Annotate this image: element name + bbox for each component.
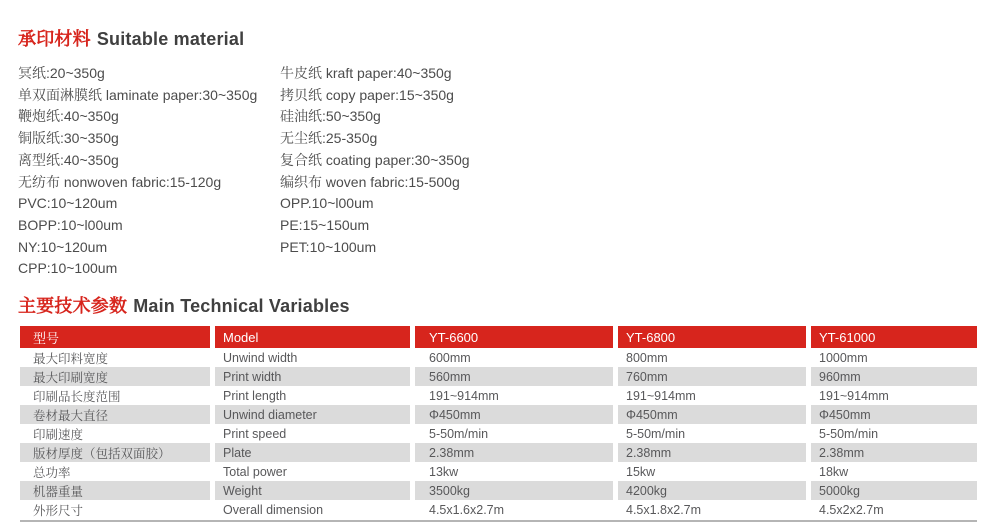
material-list: [18, 63, 1000, 280]
table-cell: Φ450mm: [415, 405, 613, 424]
table-row: [20, 443, 977, 462]
table-cell: 印刷速度: [33, 427, 84, 442]
table-cell: Unwind width: [223, 350, 298, 365]
material-item: BOPP:10~l00um: [18, 216, 123, 233]
spec-table-body: [20, 348, 977, 519]
table-cell: Overall dimension: [223, 502, 324, 517]
technical-variables-title: [18, 294, 1000, 318]
table-cell: 5-50m/min: [819, 426, 879, 441]
suitable-material-title-zh: 承印材料: [18, 29, 91, 49]
table-cell: Print length: [223, 388, 287, 403]
table-row: [20, 348, 977, 367]
table-cell: 5-50m/min: [626, 426, 686, 441]
technical-variables-title-zh: 主要技术参数: [18, 296, 128, 317]
table-cell: 5000kg: [811, 481, 977, 500]
table-cell: 最大印料宽度: [33, 351, 109, 366]
table-cell: 191~914mm: [819, 388, 889, 403]
table-cell: Φ450mm: [618, 405, 806, 424]
material-item: 单双面淋膜纸 laminate paper:30~350g: [18, 86, 258, 103]
table-cell: Weight: [215, 481, 410, 500]
header-cell: YT-6800: [618, 326, 806, 348]
suitable-material-title: [18, 27, 1000, 51]
table-cell: 2.38mm: [415, 443, 613, 462]
suitable-material-title-en: Suitable material: [96, 29, 245, 49]
table-cell: 3500kg: [415, 481, 613, 500]
table-cell: 最大印刷宽度: [20, 367, 210, 386]
table-cell: 960mm: [811, 367, 977, 386]
table-cell: 总功率: [33, 465, 71, 480]
material-item: 无纺布 nonwoven fabric:15-120g: [18, 173, 222, 190]
spec-table: [20, 326, 977, 522]
material-item: 复合纸 coating paper:30~350g: [280, 151, 470, 168]
material-item: 牛皮纸 kraft paper:40~350g: [280, 65, 452, 81]
material-item: 硅油纸:50~350g: [280, 108, 381, 125]
table-cell: 191~914mm: [626, 388, 696, 403]
table-row: [20, 424, 977, 443]
table-cell: 4.5x1.6x2.7m: [429, 502, 505, 517]
material-item: PET:10~100um: [280, 238, 377, 255]
header-cell: 型号: [20, 326, 210, 348]
material-item: 拷贝纸 copy paper:15~350g: [280, 86, 454, 103]
table-cell: 191~914mm: [429, 388, 499, 403]
table-row: [20, 405, 977, 424]
table-row: [20, 462, 977, 481]
table-cell: Print width: [215, 367, 410, 386]
material-item: CPP:10~100um: [18, 260, 118, 277]
table-cell: Unwind diameter: [215, 405, 410, 424]
table-bottom-rule: [20, 520, 977, 522]
table-row: [20, 500, 977, 519]
table-cell: 15kw: [626, 464, 656, 479]
material-item: 鞭炮纸:40~350g: [18, 108, 119, 125]
material-list-left: [18, 63, 280, 280]
material-item: NY:10~120um: [18, 238, 108, 255]
table-cell: 2.38mm: [811, 443, 977, 462]
table-cell: 印刷品长度范围: [33, 389, 121, 404]
table-cell: 4.5x2x2.7m: [819, 502, 884, 517]
table-cell: 760mm: [618, 367, 806, 386]
material-item: PE:15~150um: [280, 216, 370, 233]
material-item: OPP.10~l00um: [280, 195, 374, 212]
material-item: 离型纸:40~350g: [18, 151, 119, 168]
material-item: 无尘纸:25-350g: [280, 130, 378, 147]
table-cell: 5-50m/min: [429, 426, 489, 441]
table-cell: 560mm: [415, 367, 613, 386]
table-cell: 版材厚度（包括双面胶）: [20, 443, 210, 462]
table-cell: 机器重量: [20, 481, 210, 500]
table-cell: Φ450mm: [811, 405, 977, 424]
table-cell: 外形尺寸: [33, 503, 84, 518]
table-cell: 卷材最大直径: [20, 405, 210, 424]
table-cell: Plate: [215, 443, 410, 462]
table-cell: 600mm: [429, 350, 471, 365]
table-cell: 4200kg: [618, 481, 806, 500]
table-row: [20, 481, 977, 500]
table-cell: 4.5x1.8x2.7m: [626, 502, 702, 517]
spec-table-header-row: [20, 326, 977, 348]
material-list-right: [280, 63, 470, 280]
table-row: [20, 367, 977, 386]
table-cell: 800mm: [626, 350, 668, 365]
material-item: 编织布 woven fabric:15-500g: [280, 173, 460, 190]
table-cell: Total power: [223, 464, 287, 479]
material-item: 冥纸:20~350g: [18, 65, 105, 81]
table-row: [20, 386, 977, 405]
table-cell: 13kw: [429, 464, 459, 479]
header-cell: YT-6600: [415, 326, 613, 348]
material-item: PVC:10~120um: [18, 195, 118, 212]
technical-variables-title-en: Main Technical Variables: [133, 296, 350, 317]
table-cell: 18kw: [819, 464, 849, 479]
header-cell: Model: [215, 326, 410, 348]
table-cell: 2.38mm: [618, 443, 806, 462]
table-cell: 1000mm: [819, 350, 868, 365]
header-cell: YT-61000: [811, 326, 977, 348]
table-cell: Print speed: [223, 426, 287, 441]
material-item: 铜版纸:30~350g: [18, 130, 119, 147]
